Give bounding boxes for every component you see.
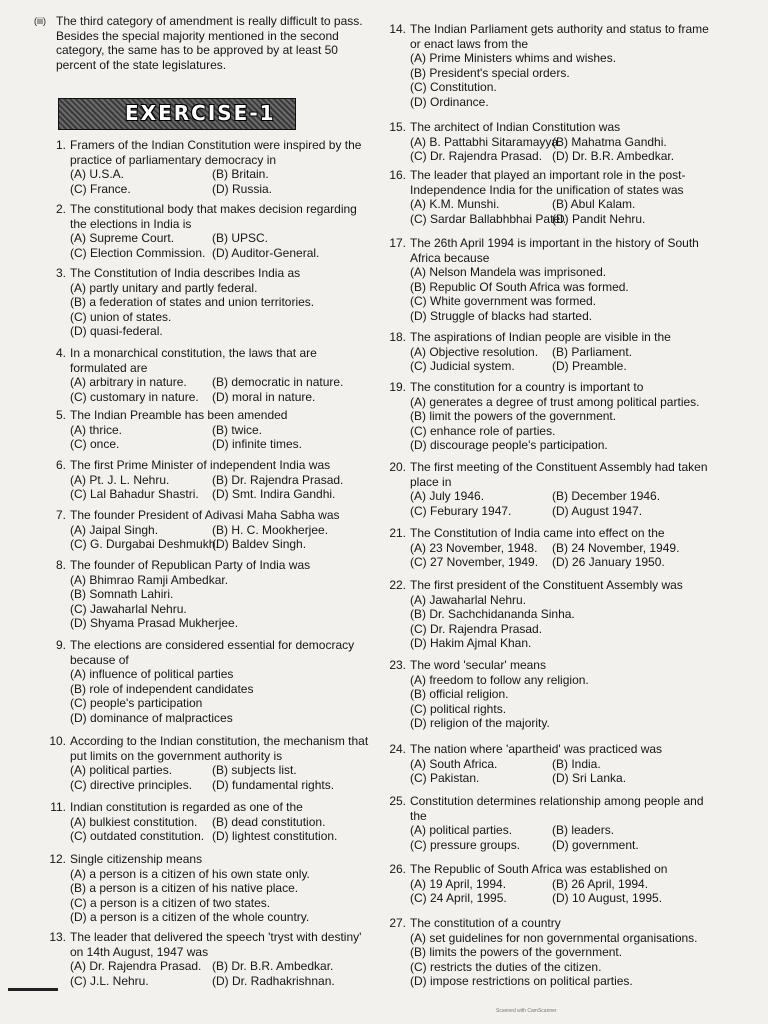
option-c: (C) union of states.: [70, 309, 172, 324]
option-b: (B) 26 April, 1994.: [552, 876, 649, 891]
option-c: (C) restricts the duties of the citizen.: [410, 959, 602, 974]
question-number: 2.: [55, 202, 66, 216]
question-stem: The word 'secular' means: [410, 658, 546, 672]
scanner-footer: Scanned with CamScanner: [496, 1008, 557, 1014]
intro-number: (iii): [34, 16, 46, 26]
question-number: 17.: [389, 236, 406, 250]
options-list: [70, 167, 376, 196]
intro-paragraph: [34, 14, 374, 72]
option-a: (A) arbitrary in nature.: [70, 375, 187, 390]
options-list: [70, 867, 376, 925]
question: [389, 236, 720, 324]
option-d: (D) Russia.: [212, 181, 273, 196]
question-stem: The constitutional body that makes decision regarding the elections in India is: [70, 202, 357, 231]
option-b: (B) role of independent candidates: [70, 681, 254, 696]
option-c: (C) directive principles.: [70, 777, 193, 792]
option-c: (C) Sardar Ballabhbhai Patel.: [410, 211, 567, 226]
question-stem: According to the Indian constitution, the mechanism that put limits on the government authority is: [70, 734, 369, 763]
option-d: (D) infinite times.: [212, 437, 303, 452]
option-d: (D) August 1947.: [552, 503, 643, 518]
question: [55, 138, 376, 196]
options-list: [410, 135, 720, 164]
option-c: (C) Pakistan.: [410, 771, 480, 786]
option-c: (C) Dr. Rajendra Prasad.: [410, 149, 543, 164]
question-number: 11.: [50, 800, 66, 814]
question-stem: The first president of the Constituent Assembly was: [410, 578, 683, 592]
option-c: (C) White government was formed.: [410, 294, 597, 309]
question-stem: The architect of Indian Constitution was: [410, 120, 621, 134]
options-list: [410, 877, 720, 906]
question-number: 24.: [389, 742, 406, 756]
question-number: 13.: [49, 930, 66, 944]
question-stem: The leader that delivered the speech 'tryst with destiny' on 14th August, 1947 was: [70, 930, 362, 959]
option-a: (A) K.M. Munshi.: [410, 197, 500, 212]
question: [389, 22, 720, 110]
option-a: (A) influence of political parties: [70, 667, 234, 682]
options-list: [70, 281, 376, 339]
option-a: (A) U.S.A.: [70, 167, 125, 182]
question: [49, 930, 376, 988]
exercise-title: EXERCISE-1: [125, 101, 276, 125]
options-list: [410, 931, 720, 989]
option-c: (C) pressure groups.: [410, 837, 521, 852]
options-list: [70, 667, 376, 725]
option-c: (C) 27 November, 1949.: [410, 555, 539, 570]
option-d: (D) religion of the majority.: [410, 716, 550, 731]
question-number: 6.: [55, 458, 66, 472]
option-a: (A) Jaipal Singh.: [70, 522, 159, 537]
options-list: [410, 823, 720, 852]
option-c: (C) Feburary 1947.: [410, 503, 512, 518]
option-a: (A) 23 November, 1948.: [410, 540, 538, 555]
option-a: (A) partly unitary and partly federal.: [70, 280, 258, 295]
question-stem: The first Prime Minister of independent India was: [70, 458, 331, 472]
question-number: 16.: [389, 168, 406, 182]
option-c: (C) France.: [70, 181, 131, 196]
option-c: (C) 24 April, 1995.: [410, 891, 507, 906]
option-d: (D) Preamble.: [552, 359, 627, 374]
question-number: 21.: [389, 526, 406, 540]
question-stem: The nation where 'apartheid' was practiced was: [410, 742, 663, 756]
option-c: (C) Election Commission.: [70, 245, 206, 260]
option-c: (C) Dr. Rajendra Prasad.: [410, 621, 543, 636]
question-stem: Single citizenship means: [70, 852, 203, 866]
question: [55, 508, 376, 552]
option-c: (C) Jawaharlal Nehru.: [70, 601, 187, 616]
question-stem: The constitution for a country is important to: [410, 380, 644, 394]
question-stem: The Indian Preamble has been amended: [70, 408, 288, 422]
option-b: (B) UPSC.: [212, 231, 269, 246]
question-stem: The constitution of a country: [410, 916, 561, 930]
question-number: 10.: [49, 734, 66, 748]
option-b: (B) limits the powers of the government.: [410, 945, 623, 960]
question: [55, 266, 376, 339]
question: [389, 742, 720, 786]
question: [49, 852, 376, 925]
question-stem: The first meeting of the Constituent Assembly had taken place in: [410, 460, 708, 489]
option-d: (D) Pandit Nehru.: [552, 211, 646, 226]
option-c: (C) political rights.: [410, 701, 507, 716]
options-list: [70, 763, 376, 792]
option-d: (D) Ordinance.: [410, 94, 489, 109]
option-b: (B) India.: [552, 756, 601, 771]
option-d: (D) moral in nature.: [212, 389, 316, 404]
question-number: 7.: [55, 508, 66, 522]
question-number: 14.: [389, 22, 406, 36]
question-stem: The 26th April 1994 is important in the history of South Africa because: [410, 236, 699, 265]
question-stem: The Republic of South Africa was established on: [410, 862, 668, 876]
question: [50, 800, 376, 844]
option-b: (B) 24 November, 1949.: [552, 540, 680, 555]
options-list: [70, 815, 376, 844]
question: [55, 558, 376, 631]
question-number: 27.: [389, 916, 406, 930]
option-a: (A) set guidelines for non governmental organisations.: [410, 930, 698, 945]
question: [389, 794, 720, 852]
option-b: (B) leaders.: [552, 823, 615, 838]
option-a: (A) political parties.: [70, 763, 173, 778]
option-a: (A) South Africa.: [410, 756, 498, 771]
option-c: (C) enhance role of parties.: [410, 423, 556, 438]
question-number: 15.: [389, 120, 406, 134]
question-stem: Constitution determines relationship among people and the: [410, 794, 704, 823]
option-b: (B) Mahatma Gandhi.: [552, 134, 667, 149]
options-list: [410, 265, 720, 323]
option-c: (C) customary in nature.: [70, 389, 199, 404]
question-number: 19.: [389, 380, 406, 394]
option-d: (D) government.: [552, 837, 639, 852]
question-stem: The leader that played an important role in the post-Independence India for the unification of states was: [410, 168, 686, 197]
options-list: [70, 423, 376, 452]
option-d: (D) dominance of malpractices: [70, 710, 233, 725]
question-stem: The Constitution of India came into effect on the: [410, 526, 665, 540]
options-list: [410, 757, 720, 786]
question: [389, 578, 720, 651]
options-list: [410, 489, 720, 518]
option-d: (D) Sri Lanka.: [552, 771, 627, 786]
options-list: [410, 197, 720, 226]
option-a: (A) a person is a citizen of his own state only.: [70, 866, 310, 881]
question-number: 4.: [55, 346, 66, 360]
option-c: (C) J.L. Nehru.: [70, 973, 149, 988]
options-list: [70, 375, 376, 404]
option-b: (B) Republic Of South Africa was formed.: [410, 279, 629, 294]
option-a: (A) Dr. Rajendra Prasad.: [70, 959, 202, 974]
question: [389, 658, 720, 731]
question-stem: The aspirations of Indian people are visible in the: [410, 330, 671, 344]
option-a: (A) thrice.: [70, 422, 123, 437]
question-stem: The founder President of Adivasi Maha Sabha was: [70, 508, 340, 522]
question: [389, 120, 720, 164]
scan-edge-mark: [8, 988, 58, 991]
option-c: (C) Lal Bahadur Shastri.: [70, 487, 199, 502]
option-a: (A) Supreme Court.: [70, 231, 175, 246]
option-a: (A) Nelson Mandela was imprisoned.: [410, 265, 607, 280]
option-d: (D) 26 January 1950.: [552, 555, 665, 570]
question: [55, 408, 376, 452]
option-d: (D) Baldev Singh.: [212, 537, 307, 552]
option-c: (C) a person is a citizen of two states.: [70, 895, 271, 910]
question-number: 3.: [55, 266, 66, 280]
option-a: (A) bulkiest constitution.: [70, 814, 198, 829]
option-a: (A) generates a degree of trust among political parties.: [410, 394, 700, 409]
question-stem: Indian constitution is regarded as one of the: [70, 800, 303, 814]
option-b: (B) December 1946.: [552, 489, 661, 504]
option-b: (B) Parliament.: [552, 344, 633, 359]
intro-text: The third category of amendment is really difficult to pass. Besides the special majority mentioned in the second category, the same has to be approved by at least 50 percent of the state legislatures.: [56, 14, 363, 72]
option-d: (D) quasi-federal.: [70, 324, 163, 339]
question: [389, 330, 720, 374]
option-b: (B) limit the powers of the government.: [410, 409, 617, 424]
option-a: (A) Jawaharlal Nehru.: [410, 592, 527, 607]
question-number: 18.: [389, 330, 406, 344]
options-list: [70, 231, 376, 260]
option-c: (C) Judicial system.: [410, 359, 515, 374]
option-a: (A) freedom to follow any religion.: [410, 672, 589, 687]
option-d: (D) Dr. B.R. Ambedkar.: [552, 149, 675, 164]
option-c: (C) G. Durgabai Deshmukh.: [70, 537, 219, 552]
options-list: [410, 51, 720, 109]
question-number: 5.: [55, 408, 66, 422]
question: [389, 862, 720, 906]
exercise-banner: [58, 98, 296, 130]
option-d: (D) Hakim Ajmal Khan.: [410, 636, 532, 651]
option-d: (D) Auditor-General.: [212, 245, 320, 260]
question-number: 26.: [389, 862, 406, 876]
question: [55, 638, 376, 726]
option-b: (B) a person is a citizen of his native place.: [70, 881, 299, 896]
option-a: (A) Pt. J. L. Nehru.: [70, 472, 170, 487]
option-d: (D) a person is a citizen of the whole country.: [70, 910, 310, 925]
question-stem: The founder of Republican Party of India was: [70, 558, 311, 572]
option-b: (B) Dr. Rajendra Prasad.: [212, 472, 344, 487]
question-stem: The elections are considered essential for democracy because of: [70, 638, 355, 667]
question: [49, 734, 376, 792]
question-stem: In a monarchical constitution, the laws that are formulated are: [70, 346, 317, 375]
question-number: 8.: [55, 558, 66, 572]
question: [389, 380, 720, 453]
options-list: [410, 541, 720, 570]
question-stem: The Constitution of India describes India as: [70, 266, 301, 280]
option-d: (D) Struggle of blacks had started.: [410, 308, 593, 323]
option-b: (B) official religion.: [410, 687, 509, 702]
options-list: [70, 523, 376, 552]
question: [389, 526, 720, 570]
question-number: 22.: [389, 578, 406, 592]
question: [55, 202, 376, 260]
option-b: (B) H. C. Mookherjee.: [212, 522, 329, 537]
question-stem: Framers of the Indian Constitution were inspired by the practice of parliamentary democracy in: [70, 138, 362, 167]
options-list: [410, 593, 720, 651]
question: [389, 916, 720, 989]
options-list: [410, 345, 720, 374]
options-list: [70, 473, 376, 502]
question-number: 1.: [55, 138, 66, 152]
option-a: (A) Objective resolution.: [410, 344, 539, 359]
option-d: (D) discourage people's participation.: [410, 438, 608, 453]
option-d: (D) Dr. Radhakrishnan.: [212, 973, 335, 988]
question-number: 25.: [389, 794, 406, 808]
question: [55, 458, 376, 502]
option-c: (C) Constitution.: [410, 80, 497, 95]
option-a: (A) July 1946.: [410, 489, 485, 504]
option-b: (B) Abul Kalam.: [552, 197, 636, 212]
option-a: (A) Bhimrao Ramji Ambedkar.: [70, 572, 229, 587]
question-number: 20.: [389, 460, 406, 474]
option-a: (A) B. Pattabhi Sitaramayya.: [410, 134, 562, 149]
option-b: (B) dead constitution.: [212, 814, 326, 829]
option-d: (D) Smt. Indira Gandhi.: [212, 487, 336, 502]
option-c: (C) once.: [70, 437, 120, 452]
option-b: (B) Dr. B.R. Ambedkar.: [212, 959, 334, 974]
option-b: (B) democratic in nature.: [212, 375, 344, 390]
option-d: (D) Shyama Prasad Mukherjee.: [70, 616, 239, 631]
question: [389, 460, 720, 518]
option-b: (B) Britain.: [212, 167, 269, 182]
option-c: (C) people's participation: [70, 696, 203, 711]
option-c: (C) outdated constitution.: [70, 829, 205, 844]
question-number: 23.: [389, 658, 406, 672]
option-b: (B) a federation of states and union territories.: [70, 295, 315, 310]
option-b: (B) Somnath Lahiri.: [70, 587, 174, 602]
option-a: (A) Prime Ministers whims and wishes.: [410, 51, 617, 66]
question-number: 12.: [49, 852, 66, 866]
option-a: (A) 19 April, 1994.: [410, 876, 507, 891]
options-list: [70, 959, 376, 988]
option-b: (B) twice.: [212, 422, 263, 437]
options-list: [410, 673, 720, 731]
options-list: [70, 573, 376, 631]
question: [389, 168, 720, 226]
option-d: (D) impose restrictions on political parties.: [410, 974, 633, 989]
option-b: (B) Dr. Sachchidananda Sinha.: [410, 607, 575, 622]
option-d: (D) lightest constitution.: [212, 829, 338, 844]
options-list: [410, 395, 720, 453]
option-b: (B) subjects list.: [212, 763, 297, 778]
option-d: (D) 10 August, 1995.: [552, 891, 663, 906]
question-number: 9.: [55, 638, 66, 652]
option-d: (D) fundamental rights.: [212, 777, 335, 792]
question-stem: The Indian Parliament gets authority and status to frame or enact laws from the: [410, 22, 709, 51]
option-a: (A) political parties.: [410, 823, 513, 838]
option-b: (B) President's special orders.: [410, 65, 570, 80]
question: [55, 346, 376, 404]
